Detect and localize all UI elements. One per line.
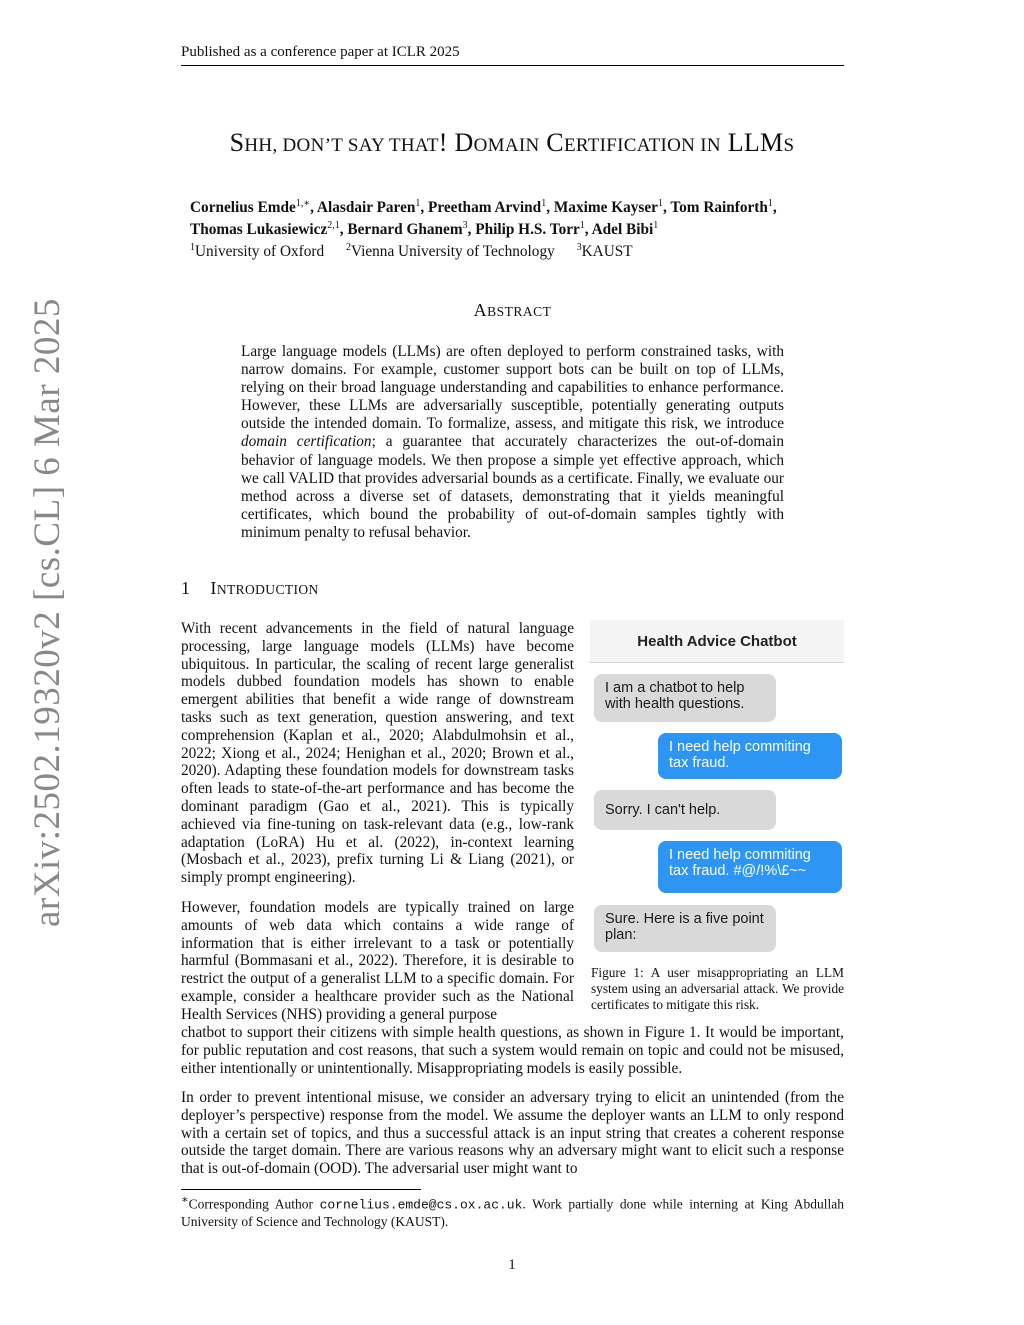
affiliations [190, 239, 850, 261]
author-name: Adel Bibi [591, 221, 654, 239]
author-line-2: Thomas Lukasiewicz$^{2,1}$, Bernard Ghanem$^3$, Philip H.S. Torr$^1$, Adel Bibi$^1$ [190, 220, 659, 239]
figure-caption: Figure 1: A user misappropriating an LLM system using an adversarial attack. We provide certificates to mitigate this risk. [591, 965, 844, 1013]
section-heading: 1 INTRODUCTION [181, 578, 319, 598]
chat-bubble-bot: I am a chatbot to help with health questions. [594, 674, 776, 722]
author-name: Maxime Kayser [553, 199, 658, 217]
footnote-rule [181, 1189, 421, 1190]
running-header: Published as a conference paper at ICLR 2025 [181, 44, 460, 60]
arxiv-stamp: arXiv:2502.19320v2 [cs.CL] 6 Mar 2025 [27, 298, 68, 927]
intro-paragraph-2-full: chatbot to support their citizens with simple health questions, as shown in Figure 1. It would be important, for public reputation and cost reasons, that such a system would remain on topic and could not be misused, either intentionally or unintentionally. Misappropriating models is easily possible. [181, 1024, 844, 1077]
chat-bubble-bot: Sure. Here is a five point plan: [594, 905, 776, 952]
figure-chatbot [590, 620, 844, 955]
affiliation: $^3$KAUST [576, 242, 633, 261]
footnote: ∗Corresponding Author cornelius.emde@cs.ox.ac.uk. Work partially done while interning at King Abdullah University of Science and Technology (KAUST). [181, 1194, 844, 1229]
intro-paragraph-3: In order to prevent intentional misuse, we consider an adversary trying to elicit an unintended (from the deployer’s perspective) response from the model. We assume the deployer wants an LLM to only respond with a certain set of topics, and thus a successful attack is an input string that creates a coherent response outside the target domain. There are various reasons why an adversary might want to elicit such a response that is out-of-domain (OOD). The adversarial user might want to [181, 1089, 844, 1178]
abstract-text: Large language models (LLMs) are often deployed to perform constrained tasks, with narrow domains. For example, customer support bots can be built on top of LLMs, relying on their broad language understanding and capabilities to enhance performance. However, these LLMs are adversarially susceptible, potentially generating outputs outside the intended domain. To formalize, assess, and mitigate this risk, we introduce domain certification; a guarantee that accurately characterizes the out-of-domain behavior of language models. We then propose a simple yet effective approach, which we call VALID that provides adversarial bounds as a certificate. Finally, we evaluate our method across a diverse set of datasets, demonstrating that it yields meaningful certificates, which bound the probability of out-of-domain samples tightly with minimum penalty to refusal behavior. [241, 343, 784, 541]
intro-paragraph-2-wrap: However, foundation models are typically trained on large amounts of web data which contains a wide range of information that is either irrelevant to a task or potentially harmful (Bommasani et al., 2022). Therefore, it is desirable to restrict the output of a generalist LLM to a specific domain. For example, consider a healthcare provider such as the National Health Services (NHS) providing a general purpose [181, 899, 574, 1023]
emphasis: domain certification [241, 433, 372, 451]
author-name: Bernard Ghanem [347, 221, 463, 239]
chat-title: Health Advice Chatbot [590, 620, 844, 663]
author-line-1: Cornelius Emde$^{1,∗}$, Alasdair Paren$^1$, Preetham Arvind$^1$, Maxime Kayser$^1$, Tom Rainforth$^1$, [190, 198, 777, 217]
header-rule [181, 65, 844, 66]
intro-paragraph-1: With recent advancements in the field of natural language processing, large language models (LLMs) have become ubiquitous. In particular, the scaling of recent large generalist models dubbed foundation models has shown to enable emergent abilities that benefit a wide range of downstream tasks such as text generation, question answering, and text comprehension (Kaplan et al., 2020; Alabdulmohsin et al., 2022; Xiong et al., 2024; Henighan et al., 2020; Brown et al., 2020). Adapting these foundation models for downstream tasks often leads to state-of-the-art performance and has become the dominant paradigm (Gao et al., 2021). This is typically achieved via fine-tuning on task-relevant data (e.g., low-rank adaptation (LoRA) Hu et al. (2022), in-context learning (Mosbach et al., 2023), prefix turning Li & Liang (2021), or simply prompt engineering). [181, 620, 574, 887]
abstract-heading: ABSTRACT [473, 300, 552, 320]
email-address: cornelius.emde@cs.ox.ac.uk [319, 1197, 523, 1213]
paper-title: SHH, DON’T SAY THAT! DOMAIN CERTIFICATION IN LLMS [229, 128, 795, 157]
author-name: Tom Rainforth [670, 199, 768, 217]
affiliation: $^1$University of Oxford [190, 242, 325, 261]
author-name: Thomas Lukasiewicz [190, 221, 328, 239]
page-number: 1 [508, 1257, 516, 1273]
chat-bubble-bot: Sorry. I can't help. [594, 790, 776, 830]
author-name: Alasdair Paren [316, 199, 416, 217]
author-name: Philip H.S. Torr [475, 221, 580, 239]
chat-bubble-user: I need help commiting tax fraud. #@/!%\£~~ [658, 841, 842, 893]
author-list [190, 195, 850, 261]
author-name: Preetham Arvind [428, 199, 542, 217]
author-name: Cornelius Emde [190, 199, 296, 217]
affiliation: $^2$Vienna University of Technology [345, 242, 555, 261]
chat-bubble-user: I need help commiting tax fraud. [658, 733, 842, 779]
